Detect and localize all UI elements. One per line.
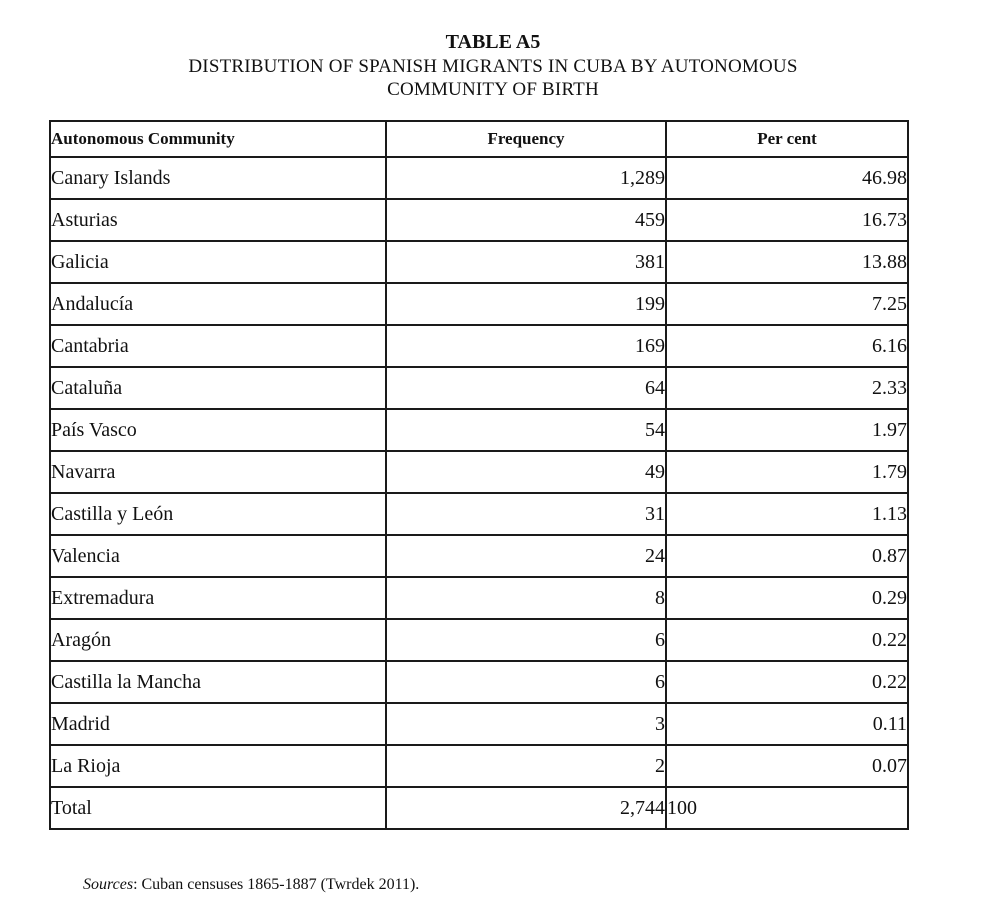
table-row xyxy=(50,241,908,283)
header-frequency: Frequency xyxy=(386,121,666,157)
total-frequency: 2,744 xyxy=(386,787,666,829)
cell-percent: 2.33 xyxy=(666,367,908,409)
cell-percent: 46.98 xyxy=(666,157,908,199)
table-row xyxy=(50,535,908,577)
cell-community: Andalucía xyxy=(50,283,386,325)
table-subtitle-line-2: COMMUNITY OF BIRTH xyxy=(387,79,599,100)
cell-frequency: 1,289 xyxy=(386,157,666,199)
sources-note xyxy=(83,875,419,895)
cell-percent: 0.22 xyxy=(666,619,908,661)
table-row xyxy=(50,661,908,703)
table-row xyxy=(50,367,908,409)
cell-community: Cantabria xyxy=(50,325,386,367)
cell-community: Cataluña xyxy=(50,367,386,409)
header-row xyxy=(50,121,908,157)
cell-frequency: 169 xyxy=(386,325,666,367)
cell-percent: 13.88 xyxy=(666,241,908,283)
cell-percent: 0.11 xyxy=(666,703,908,745)
total-label: Total xyxy=(50,787,386,829)
cell-community: Castilla la Mancha xyxy=(50,661,386,703)
cell-frequency: 2 xyxy=(386,745,666,787)
table-row xyxy=(50,199,908,241)
cell-community: Galicia xyxy=(50,241,386,283)
cell-percent: 0.87 xyxy=(666,535,908,577)
table-row xyxy=(50,745,908,787)
migrants-table xyxy=(49,120,909,830)
table-row xyxy=(50,451,908,493)
table-row xyxy=(50,283,908,325)
cell-community: Castilla y León xyxy=(50,493,386,535)
cell-frequency: 381 xyxy=(386,241,666,283)
cell-percent: 0.29 xyxy=(666,577,908,619)
cell-percent: 1.97 xyxy=(666,409,908,451)
cell-frequency: 31 xyxy=(386,493,666,535)
cell-frequency: 49 xyxy=(386,451,666,493)
cell-frequency: 3 xyxy=(386,703,666,745)
cell-frequency: 8 xyxy=(386,577,666,619)
cell-percent: 16.73 xyxy=(666,199,908,241)
cell-frequency: 6 xyxy=(386,619,666,661)
cell-community: Canary Islands xyxy=(50,157,386,199)
table-title: TABLE A5 xyxy=(445,31,541,53)
total-percent: 100 xyxy=(666,787,908,829)
sources-text: : Cuban censuses 1865-1887 (Twrdek 2011). xyxy=(133,876,420,893)
cell-frequency: 199 xyxy=(386,283,666,325)
cell-community: Valencia xyxy=(50,535,386,577)
cell-community: Madrid xyxy=(50,703,386,745)
cell-community: Navarra xyxy=(50,451,386,493)
cell-frequency: 459 xyxy=(386,199,666,241)
table-row xyxy=(50,703,908,745)
cell-frequency: 64 xyxy=(386,367,666,409)
table-row xyxy=(50,577,908,619)
table-row xyxy=(50,493,908,535)
cell-frequency: 6 xyxy=(386,661,666,703)
table-row xyxy=(50,325,908,367)
header-per-cent: Per cent xyxy=(666,121,908,157)
cell-percent: 0.22 xyxy=(666,661,908,703)
cell-percent: 1.79 xyxy=(666,451,908,493)
table-subtitle xyxy=(0,55,986,101)
cell-percent: 1.13 xyxy=(666,493,908,535)
cell-community: Asturias xyxy=(50,199,386,241)
cell-community: País Vasco xyxy=(50,409,386,451)
cell-community: La Rioja xyxy=(50,745,386,787)
cell-community: Aragón xyxy=(50,619,386,661)
sources-label: Sources xyxy=(83,876,134,893)
cell-frequency: 54 xyxy=(386,409,666,451)
cell-community: Extremadura xyxy=(50,577,386,619)
table-row xyxy=(50,157,908,199)
cell-frequency: 24 xyxy=(386,535,666,577)
header-autonomous-community: Autonomous Community xyxy=(50,121,386,157)
cell-percent: 7.25 xyxy=(666,283,908,325)
table-row xyxy=(50,409,908,451)
table-row xyxy=(50,619,908,661)
total-row xyxy=(50,787,908,829)
cell-percent: 6.16 xyxy=(666,325,908,367)
table-subtitle-line-1: DISTRIBUTION OF SPANISH MIGRANTS IN CUBA BY AUTONOMOUS xyxy=(188,56,798,77)
cell-percent: 0.07 xyxy=(666,745,908,787)
